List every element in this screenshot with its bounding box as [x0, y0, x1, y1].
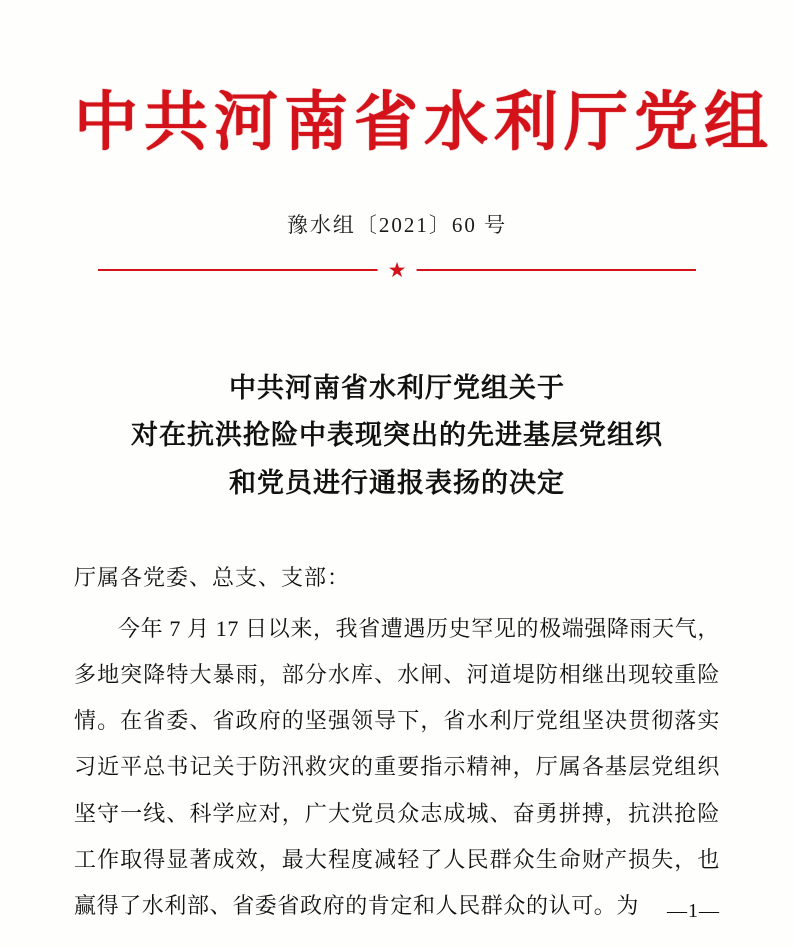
document-number: 豫水组〔2021〕60 号 — [286, 213, 508, 238]
page-title-line-2: 对在抗洪抢险中表现突出的先进基层党组织 — [131, 420, 663, 451]
red-separator-rule — [74, 258, 720, 283]
page-number: —1— — [667, 900, 720, 922]
page-title — [74, 365, 720, 507]
page-title-line-1: 中共河南省水利厅党组关于 — [229, 373, 565, 404]
salutation: 厅属各党委、总支、支部： — [74, 564, 351, 590]
page-title-line-3: 和党员进行通报表扬的决定 — [229, 467, 565, 498]
masthead — [74, 0, 774, 158]
star-icon: ★ — [378, 261, 417, 279]
issuing-organization-title: 中共河南省水利厅党组 — [74, 87, 774, 158]
body-paragraph: 今年 7 月 17 日以来，我省遭遇历史罕见的极端强降雨天气，多地突降特大暴雨，部分水库、水闸、河道堤防相继出现较重险情。在省委、省政府的坚强领导下，省水利厅党组坚决贯彻落实习近平总书记关于防汛救灾的重要指示精神，厅属各基层党组织坚守一线、科学应对，广大党员众志成城、奋勇拼搏，抗洪抢险工作取得显著成效，最大程度减轻了人民群众生命财产损失，也赢得了水利部、省委省政府的肯定和人民群众的认可。为 — [74, 615, 720, 918]
